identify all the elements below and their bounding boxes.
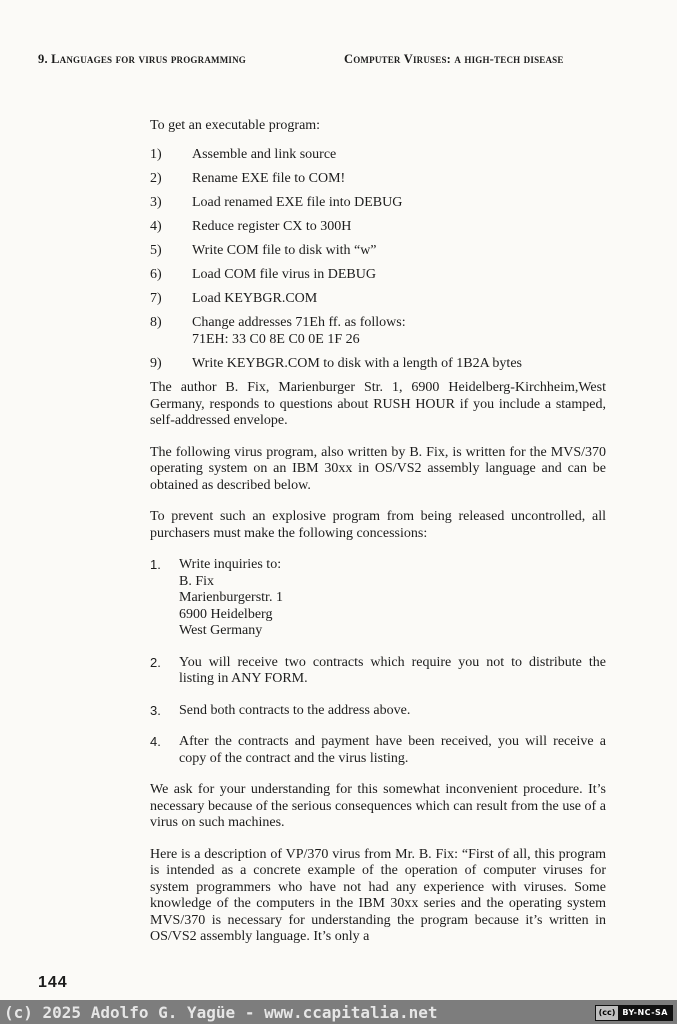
step-text: Write KEYBGR.COM to disk with a length of 1B2A bytes xyxy=(192,355,522,371)
concession-text: After the contracts and payment have been received, you will receive a copy of the contract and the virus listing. xyxy=(179,734,606,766)
page-number: 144 xyxy=(38,974,68,991)
step-item xyxy=(150,291,606,308)
step-item xyxy=(150,243,606,260)
concession-item xyxy=(150,734,606,767)
step-number: 6) xyxy=(150,266,162,282)
step-text: Assemble and link source xyxy=(192,146,337,162)
step-number: 5) xyxy=(150,242,162,258)
concession-text-block xyxy=(179,557,606,640)
license-terms: BY-NC-SA xyxy=(622,1008,668,1017)
step-number: 1) xyxy=(150,146,162,162)
step-item xyxy=(150,356,606,373)
address-city: 6900 Heidelberg xyxy=(179,606,273,622)
concession-number: 4. xyxy=(150,734,161,750)
step-text: Rename EXE file to COM! xyxy=(192,170,346,186)
concession-text: Send both contracts to the address above. xyxy=(179,702,411,718)
concessions-list xyxy=(150,557,606,767)
copyright-footer-bar xyxy=(0,1000,677,1024)
concession-number: 1. xyxy=(150,557,161,573)
concession-text: You will receive two contracts which require you not to distribute the listing in ANY FORM. xyxy=(179,654,606,687)
step-item xyxy=(150,195,606,212)
concession-number: 3. xyxy=(150,702,161,718)
description-paragraph: Here is a description of VP/370 virus from Mr. B. Fix: “First of all, this program is intended as a concrete example of the operation of computer viruses for system programmers who have not had any experience with viruses. Some knowledge of the computers in the IBM 30xx series and the operating system MVS/370 is necessary for understanding the program because it’s written in OS/VS2 assembly language. It’s only a xyxy=(150,846,606,945)
step-item xyxy=(150,147,606,164)
step-item xyxy=(150,267,606,284)
concession-text: Write inquiries to: xyxy=(179,557,282,573)
understanding-paragraph: We ask for your understanding for this somewhat inconvenient procedure. It’s necessary because of the serious consequences which can result from the use of a virus on such machines. xyxy=(150,782,606,831)
running-header-book-title: Computer Viruses: a high-tech disease xyxy=(344,52,564,66)
step-number: 4) xyxy=(150,218,162,234)
step-text: Load KEYBGR.COM xyxy=(192,291,318,307)
step-number: 3) xyxy=(150,194,162,210)
intro-text: To get an executable program: xyxy=(150,118,321,133)
step-text: Write COM file to disk with “w” xyxy=(192,242,377,258)
address-name: B. Fix xyxy=(179,573,215,589)
step-item xyxy=(150,171,606,188)
steps-list xyxy=(150,147,606,373)
concession-item xyxy=(150,557,606,640)
step-number: 7) xyxy=(150,291,162,307)
following-paragraph: The following virus program, also written by B. Fix, is written for the MVS/370 operating system on an IBM 30xx in OS/VS2 assembly language and can be obtained as described below. xyxy=(150,444,606,493)
concession-number: 2. xyxy=(150,654,161,670)
creative-commons-license-badge[interactable] xyxy=(595,1005,673,1021)
step-hex-values: 71EH: 33 C0 8E C0 0E 1F 26 xyxy=(192,331,360,347)
step-text: Reduce register CX to 300H xyxy=(192,218,352,234)
step-item xyxy=(150,315,606,348)
step-item xyxy=(150,219,606,236)
copyright-notice: (c) 2025 Adolfo G. Yagüe - www.ccapitalia.net xyxy=(4,1003,438,1022)
step-number: 2) xyxy=(150,170,162,186)
step-text-block xyxy=(192,315,606,348)
concession-item xyxy=(150,655,606,688)
step-number: 9) xyxy=(150,355,162,371)
page-body xyxy=(150,118,606,961)
step-text: Change addresses 71Eh ff. as follows: xyxy=(192,315,406,331)
address-street: Marienburgerstr. 1 xyxy=(179,590,283,606)
author-paragraph: The author B. Fix, Marienburger Str. 1, 6900 Heidelberg-Kirchheim,West Germany, responds to questions about RUSH HOUR if you include a stamped, self-addressed envelope. xyxy=(150,380,606,429)
step-number: 8) xyxy=(150,315,162,331)
running-header-chapter: 9. Languages for virus programming xyxy=(38,52,247,66)
step-text: Load COM file virus in DEBUG xyxy=(192,266,376,282)
prevent-paragraph: To prevent such an explosive program from being released uncontrolled, all purchasers must make the following concessions: xyxy=(150,509,606,541)
cc-logo-icon: (cc) xyxy=(596,1006,619,1020)
address-country: West Germany xyxy=(179,623,263,639)
step-text: Load renamed EXE file into DEBUG xyxy=(192,194,403,210)
concession-item xyxy=(150,703,606,720)
